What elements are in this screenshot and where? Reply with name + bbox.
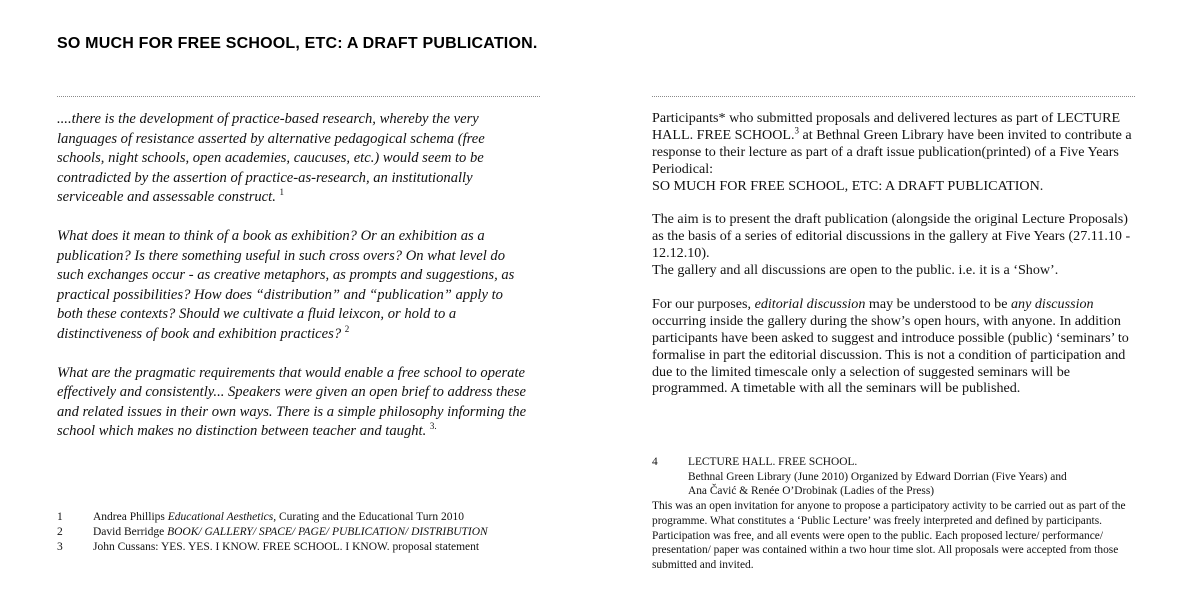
emphasis-text: any discussion bbox=[1010, 295, 1094, 312]
right-paragraph-2 bbox=[652, 211, 1138, 279]
footnote-text bbox=[93, 540, 479, 555]
footnote-4-line: Ana Čavić & Renée O’Drobinak (Ladies of the Press) bbox=[688, 485, 935, 498]
footnote-item bbox=[57, 540, 537, 555]
footnote-number: 1 bbox=[57, 511, 63, 523]
footnote-text bbox=[93, 510, 464, 525]
paragraph-text: at Bethnal Green Library have been invited to contribute a response to their lecture as part of a draft issue publication(printed) of a Five Years Periodical: bbox=[652, 126, 1132, 177]
left-paragraph-3 bbox=[57, 364, 527, 442]
footnote-item bbox=[57, 525, 537, 540]
footnote-rest: YES. YES. I KNOW. FREE SCHOOL. I KNOW. proposal statement bbox=[160, 541, 480, 553]
footnote-item bbox=[57, 510, 537, 525]
note-marker: 3 bbox=[794, 125, 800, 136]
dotted-divider-right bbox=[652, 96, 1135, 97]
note-marker: 2 bbox=[344, 323, 350, 334]
publication-title-line: SO MUCH FOR FREE SCHOOL, ETC: A DRAFT PUBLICATION. bbox=[652, 177, 1044, 194]
left-paragraph-2 bbox=[57, 227, 527, 344]
footnote-4-title: LECTURE HALL. FREE SCHOOL. bbox=[688, 456, 858, 468]
footnote-number: 2 bbox=[57, 526, 63, 538]
right-column-text bbox=[652, 110, 1138, 414]
paragraph-text: The aim is to present the draft publication (alongside the original Lecture Proposals) as the basis of a series of editorial discussions in the gallery at Five Years (27.11.10 - 12.12.10). bbox=[652, 211, 1131, 262]
paragraph-text: occurring inside the gallery during the show’s open hours, with anyone. In addition participants have been asked to suggest and introduce possible (public) ‘seminars’ to formalise in part the editorial discussion. This is not a condition of participation and due to the limited timescale only a selection of suggested seminars will be programmed. A timetable with all the seminars will be published. bbox=[652, 312, 1129, 397]
paragraph-text: ....there is the development of practice-based research, whereby the very languages of resistance asserted by alternative pedagogical schema (free schools, night schools, open academies, caucuses, etc.) would seem to be contradicted by the assertion of practice-as-research, an institutionally serviceable and assessable construct. bbox=[57, 111, 485, 205]
footnote-4-heading bbox=[652, 455, 1138, 470]
paragraph-text: For our purposes, bbox=[652, 295, 755, 312]
footnote-4-line: Bethnal Green Library (June 2010) Organized by Edward Dorrian (Five Years) and bbox=[688, 470, 1067, 483]
footnote-title: Educational Aesthetics, bbox=[167, 511, 277, 523]
footnote-author: John Cussans: bbox=[93, 541, 159, 553]
left-column-text bbox=[57, 110, 527, 461]
left-paragraph-1 bbox=[57, 110, 527, 208]
footnote-author: Andrea Phillips bbox=[93, 511, 165, 523]
paragraph-text: What are the pragmatic requirements that would enable a free school to operate effectively and consistently... Speakers were given an open brief to address these and related issues in their own ways. There is a simple philosophy informing the school which makes no distinction between teacher and taught. bbox=[57, 364, 527, 439]
footnote-number: 4 bbox=[652, 456, 658, 468]
emphasis-text: editorial discussion bbox=[754, 295, 866, 312]
footnote-number: 3 bbox=[57, 541, 63, 553]
footnotes-list bbox=[57, 510, 537, 555]
note-marker: 3. bbox=[429, 421, 437, 432]
paragraph-text: What does it mean to think of a book as exhibition? Or an exhibition as a publication? Is there something useful in such cross overs? On what level do such exchanges occur - as creative metaphors, as prompts and suggestions, as practical possibilities? How does “distribution” and “publication” apply to both these contexts? Should we cultivate a fluid leixcon, or hold to a distinctiveness of book and exhibition practices? bbox=[57, 228, 515, 342]
paragraph-text: The gallery and all discussions are open to the public. i.e. it is a ‘Show’. bbox=[652, 262, 1059, 279]
footnote-author: David Berridge bbox=[93, 526, 165, 538]
page-title: SO MUCH FOR FREE SCHOOL, ETC: A DRAFT PUBLICATION. bbox=[57, 35, 538, 52]
paragraph-text: Participants* who submitted proposals and delivered lectures as part of LECTURE HALL. FREE SCHOOL. bbox=[652, 110, 1121, 143]
footnote-4-body: This was an open invitation for anyone to propose a participatory activity to be carried out as part of the programme. What constitutes a ‘Public Lecture’ was freely interpreted and defined by participants. Participation was free, and all events were open to the public. Each proposed lecture/ performance/ presentation/ paper was contained within a two hour time slot. All proposals were accepted from those submitted and invited. bbox=[652, 500, 1126, 571]
footnote-text bbox=[93, 525, 488, 540]
note-marker: 1 bbox=[279, 187, 285, 198]
footnote-title: BOOK/ GALLERY/ SPACE/ PAGE/ PUBLICATION/ DISTRIBUTION bbox=[167, 526, 488, 538]
footnote-rest: Curating and the Educational Turn 2010 bbox=[276, 511, 464, 523]
paragraph-text: may be understood to be bbox=[865, 295, 1011, 312]
right-paragraph-3 bbox=[652, 296, 1138, 397]
dotted-divider-left bbox=[57, 96, 540, 97]
right-paragraph-1 bbox=[652, 110, 1138, 195]
footnote-4 bbox=[652, 455, 1138, 573]
